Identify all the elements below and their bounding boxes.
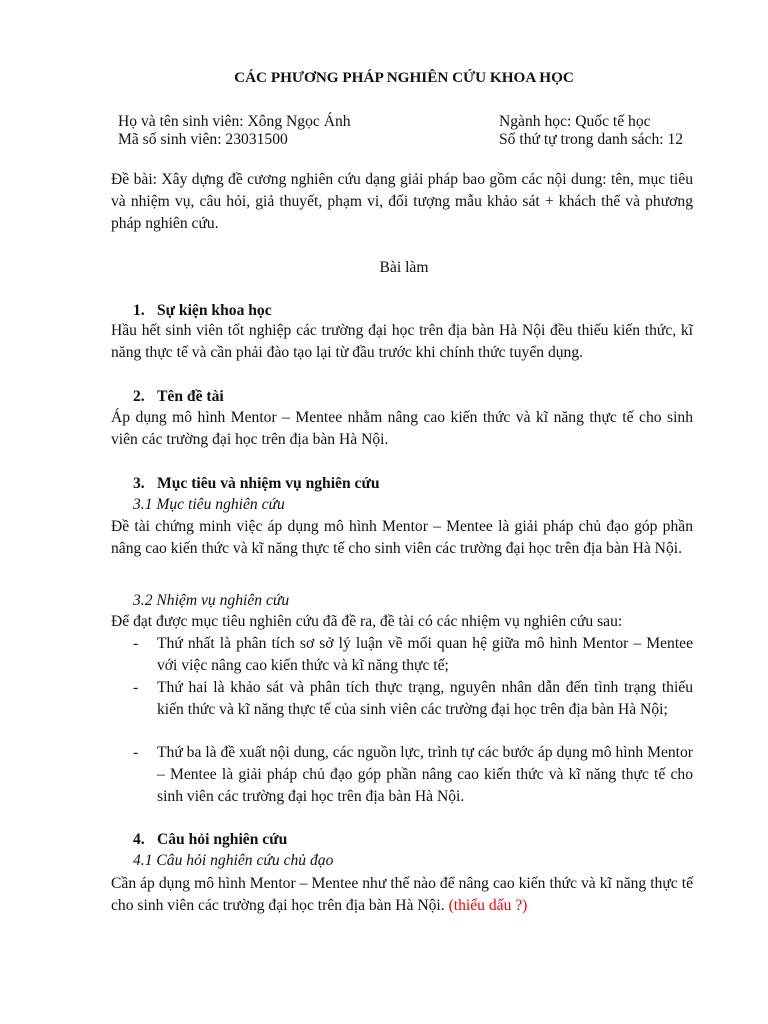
section-4-1-text: Cần áp dụng mô hình Mentor – Mentee như thế nào để nâng cao kiến thức và kĩ năng thực tế cho sinh viên các trường đại học trên địa bàn Hà Nội.: [111, 875, 693, 914]
assignment-text: Đề bài: Xây dựng đề cương nghiên cứu dạng giải pháp bao gồm các nội dung: tên, mục tiêu và nhiệm vụ, câu hỏi, giả thuyết, phạm vi, đối tượng mẫu khảo sát + khách thể và phương pháp nghiên cứu.: [111, 171, 693, 232]
student-id: Mã số sinh viên: 23031500: [118, 131, 288, 148]
section-4-1-title: 4.1 Câu hỏi nghiên cứu chủ đạo: [133, 852, 334, 869]
section-3-1-title: 3.1 Mục tiêu nghiên cứu: [133, 496, 285, 513]
section-1-heading: Sự kiện khoa học: [157, 302, 272, 319]
section-3-heading: Mục tiêu và nhiệm vụ nghiên cứu: [157, 475, 380, 492]
bullet-mark: -: [133, 744, 139, 761]
section-4-heading: Câu hỏi nghiên cứu: [157, 831, 288, 848]
student-name: Họ và tên sinh viên: Xông Ngọc Ánh: [118, 113, 351, 130]
section-4-1-body: [111, 873, 693, 917]
bullet-mark: -: [133, 679, 139, 696]
missing-question-mark-note: (thiếu dấu ?): [448, 896, 528, 914]
section-2-heading: Tên đề tài: [157, 388, 224, 405]
section-3-2-intro: Để đạt được mục tiêu nghiên cứu đã đề ra, đề tài có các nhiệm vụ nghiên cứu sau:: [111, 613, 623, 630]
task-bullet-3: Thứ ba là đề xuất nội dung, các nguồn lực, trình tự các bước áp dụng mô hình Mentor – Mentee là giải pháp chủ đạo góp phần nâng cao kiến thức và kĩ năng thực tế cho sinh viên các trường đại học trên địa bàn Hà Nội.: [157, 744, 693, 805]
bullet-mark: -: [133, 635, 139, 652]
student-order: Số thứ tự trong danh sách: 12: [499, 131, 684, 148]
task-bullet-1: Thứ nhất là phân tích sơ sở lý luận về mối quan hệ giữa mô hình Mentor – Mentee với việc nâng cao kiến thức và kĩ năng thực tế;: [157, 635, 693, 674]
section-3-1-body: Đề tài chứng minh việc áp dụng mô hình Mentor – Mentee là giải pháp chủ đạo góp phần nâng cao kiến thức và kĩ năng thực tế cho sinh viên các trường đại học trên địa bàn Hà Nội.: [111, 518, 693, 557]
section-2-number: 2.: [133, 388, 145, 405]
work-heading: Bài làm: [379, 259, 429, 276]
section-3-number: 3.: [133, 475, 145, 492]
section-3-2-title: 3.2 Nhiệm vụ nghiên cứu: [133, 592, 290, 609]
section-1-number: 1.: [133, 302, 145, 319]
section-2-body: Áp dụng mô hình Mentor – Mentee nhằm nâng cao kiến thức và kĩ năng thực tế cho sinh viên các trường đại học trên địa bàn Hà Nội.: [111, 409, 693, 448]
section-4-number: 4.: [133, 831, 145, 848]
section-1-body: Hầu hết sinh viên tốt nghiệp các trường đại học trên địa bàn Hà Nội đều thiếu kiến thức, kĩ năng thực tế và cần phải đào tạo lại từ đầu trước khi chính thức tuyển dụng.: [111, 322, 693, 361]
document-title: CÁC PHƯƠNG PHÁP NGHIÊN CỨU KHOA HỌC: [234, 69, 574, 86]
task-bullet-2: Thứ hai là khảo sát và phân tích thực trạng, nguyên nhân dẫn đến tình trạng thiếu kiến thức và kĩ năng thực tế của sinh viên các trường đại học trên địa bàn Hà Nội;: [157, 679, 693, 718]
student-major: Ngành học: Quốc tế học: [499, 113, 651, 130]
